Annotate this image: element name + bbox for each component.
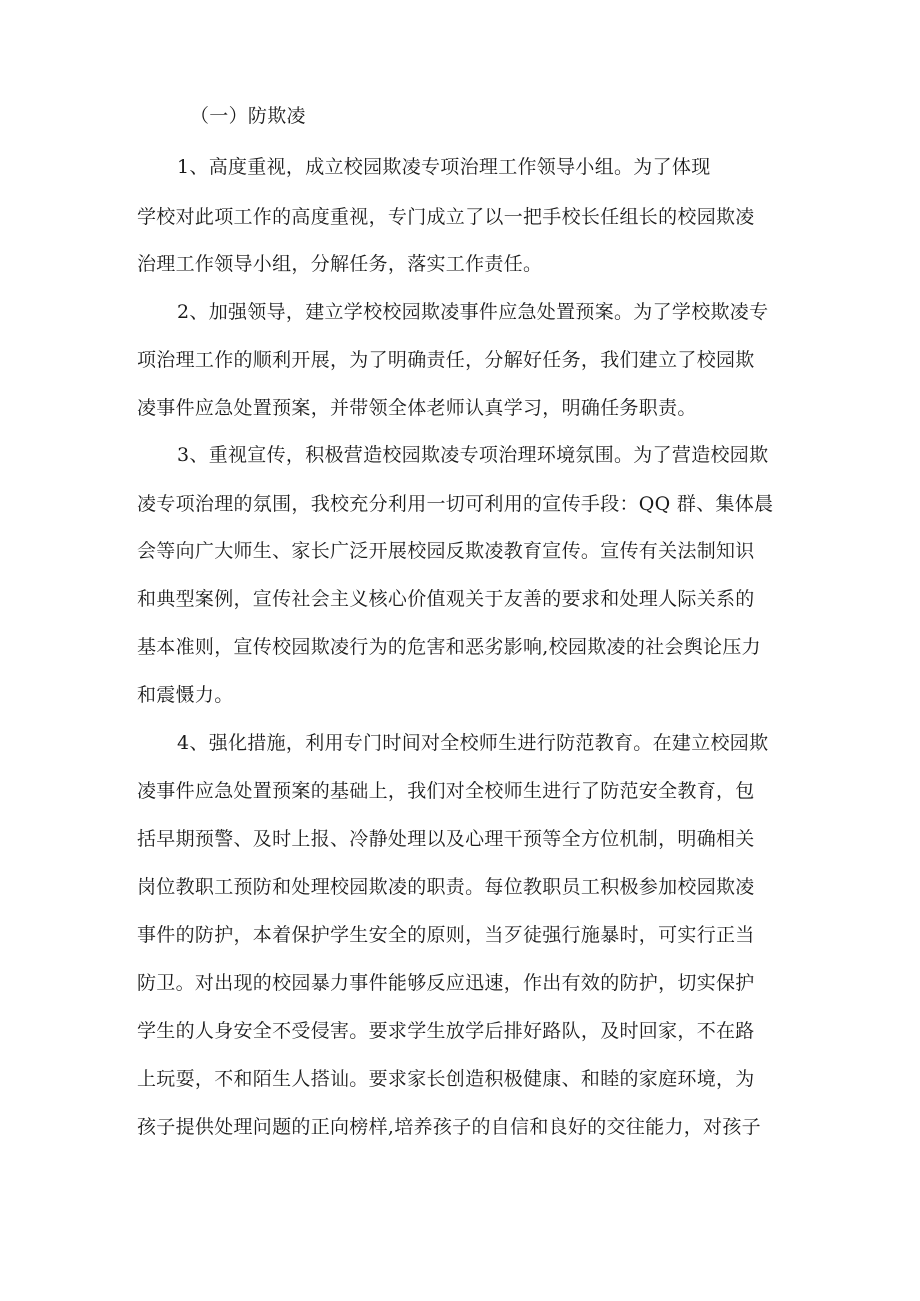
paragraph-3-line-1: 3、重视宣传，积极营造校园欺凌专项治理环境氛围。为了营造校园欺: [177, 444, 769, 466]
paragraph-2-line-1: 2、加强领导，建立学校校园欺凌事件应急处置预案。为了学校欺凌专: [177, 301, 769, 323]
paragraph-1-line-3: 治理工作领导小组，分解任务，落实工作责任。: [137, 253, 543, 275]
paragraph-1-line-2: 学校对此项工作的高度重视，专门成立了以一把手校长任组长的校园欺凌: [137, 206, 755, 228]
paragraph-4-line-4: 岗位教职工预防和处理校园欺凌的职责。每位教职员工积极参加校园欺凌: [137, 876, 755, 898]
paragraph-3-line-6: 和震慑力。: [137, 684, 234, 706]
paragraph-4-line-7: 学生的人身安全不受侵害。要求学生放学后排好路队，及时回家，不在路: [137, 1020, 755, 1042]
paragraph-3-line-2: 凌专项治理的氛围，我校充分利用一切可利用的宣传手段：QQ 群、集体晨: [137, 493, 774, 515]
paragraph-4-line-8: 上玩耍，不和陌生人搭讪。要求家长创造积极健康、和睦的家庭环境，为: [137, 1068, 755, 1090]
paragraph-3-line-4: 和典型案例，宣传社会主义核心价值观关于友善的要求和处理人际关系的: [137, 588, 755, 610]
paragraph-2-line-3: 凌事件应急处置预案，并带领全体老师认真学习，明确任务职责。: [137, 397, 697, 419]
paragraph-4-line-1: 4、强化措施，利用专门时间对全校师生进行防范教育。在建立校园欺: [177, 732, 769, 754]
paragraph-3-line-5: 基本准则，宣传校园欺凌行为的危害和恶劣影响,校园欺凌的社会舆论压力: [137, 636, 761, 658]
paragraph-3-line-3: 会等向广大师生、家长广泛开展校园反欺凌教育宣传。宣传有关法制知识: [137, 540, 755, 562]
paragraph-4-line-9: 孩子提供处理问题的正向榜样,培养孩子的自信和良好的交往能力，对孩子: [137, 1116, 761, 1138]
paragraph-1-line-1: 1、高度重视，成立校园欺凌专项治理工作领导小组。为了体现: [177, 156, 711, 178]
section-heading: （一）防欺凌: [190, 105, 306, 127]
paragraph-2-line-2: 项治理工作的顺利开展，为了明确责任，分解好任务，我们建立了校园欺: [137, 349, 755, 371]
paragraph-4-line-2: 凌事件应急处置预案的基础上，我们对全校师生进行了防范安全教育，包: [137, 780, 755, 802]
paragraph-4-line-5: 事件的防护，本着保护学生安全的原则，当歹徒强行施暴时，可实行正当: [137, 924, 755, 946]
paragraph-4-line-3: 括早期预警、及时上报、冷静处理以及心理干预等全方位机制，明确相关: [137, 828, 755, 850]
paragraph-4-line-6: 防卫。对出现的校园暴力事件能够反应迅速，作出有效的防护，切实保护: [137, 972, 755, 994]
